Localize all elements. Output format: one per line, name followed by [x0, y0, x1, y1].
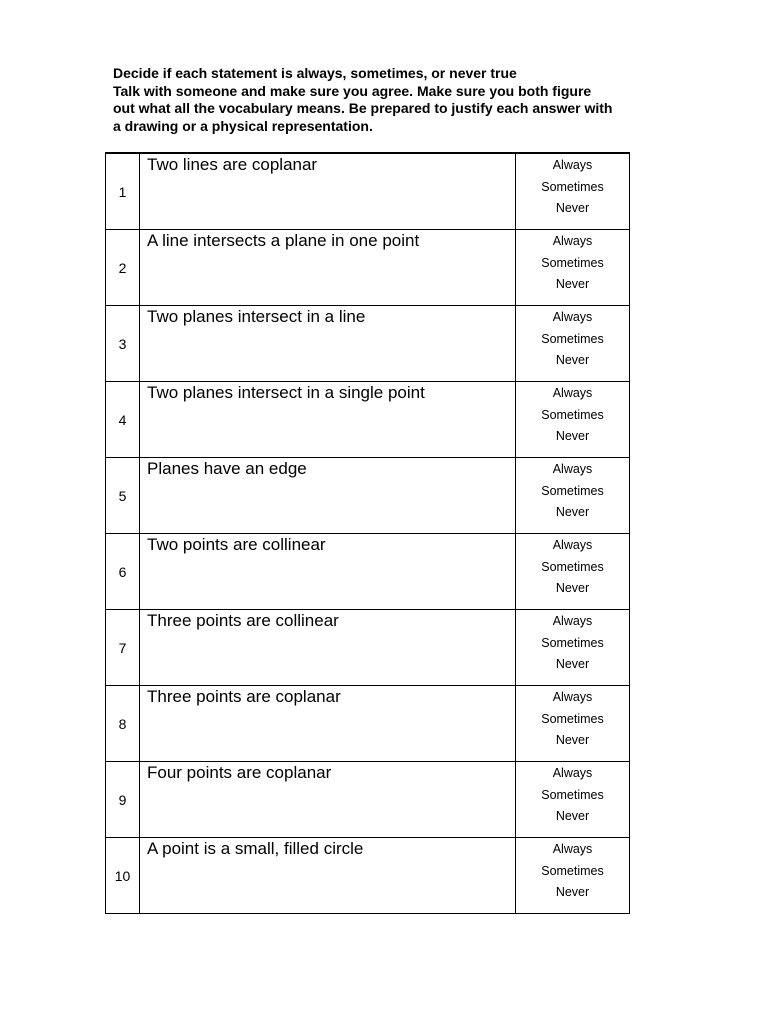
choice-sometimes[interactable]: Sometimes	[541, 863, 604, 878]
table-row	[106, 762, 630, 838]
statement-cell	[140, 306, 516, 382]
statement-cell	[140, 458, 516, 534]
choice-always[interactable]: Always	[552, 766, 593, 780]
choice-cell	[516, 306, 630, 382]
statement-cell	[140, 762, 516, 838]
choice-never[interactable]: Never	[555, 809, 590, 823]
statement-table	[105, 152, 630, 914]
statement-text: A point is a small, filled circle	[147, 839, 364, 858]
choice-never[interactable]: Never	[555, 733, 590, 747]
statement-cell	[140, 686, 516, 762]
choice-never[interactable]: Never	[555, 277, 590, 291]
choice-always[interactable]: Always	[552, 538, 593, 552]
choice-cell	[516, 153, 630, 230]
statement-text: Two points are collinear	[147, 535, 326, 554]
row-number: 3	[106, 306, 140, 382]
table-row	[106, 306, 630, 382]
choice-sometimes[interactable]: Sometimes	[541, 179, 604, 194]
instructions	[113, 65, 713, 135]
row-number: 8	[106, 686, 140, 762]
choice-cell	[516, 534, 630, 610]
choice-cell	[516, 382, 630, 458]
choice-sometimes[interactable]: Sometimes	[541, 255, 604, 270]
row-number: 7	[106, 610, 140, 686]
statement-cell	[140, 610, 516, 686]
choice-cell	[516, 610, 630, 686]
statement-text: Four points are coplanar	[147, 763, 332, 782]
choice-cell	[516, 838, 630, 914]
statement-text: Two planes intersect in a line	[147, 307, 366, 326]
choice-never[interactable]: Never	[555, 581, 590, 595]
row-number: 9	[106, 762, 140, 838]
choice-always[interactable]: Always	[552, 462, 593, 476]
choice-cell	[516, 762, 630, 838]
choice-cell	[516, 686, 630, 762]
statement-cell	[140, 382, 516, 458]
statement-text: Three points are coplanar	[147, 687, 341, 706]
statement-text: Two planes intersect in a single point	[147, 383, 425, 402]
row-number: 4	[106, 382, 140, 458]
choice-cell	[516, 458, 630, 534]
statement-text: Planes have an edge	[147, 459, 307, 478]
statement-text: Two lines are coplanar	[147, 155, 318, 174]
statement-text: Three points are collinear	[147, 611, 339, 630]
choice-sometimes[interactable]: Sometimes	[541, 483, 604, 498]
instruction-line: out what all the vocabulary means. Be prepared to justify each answer with	[113, 100, 613, 116]
choice-never[interactable]: Never	[555, 657, 590, 671]
table-row	[106, 230, 630, 306]
table-row	[106, 686, 630, 762]
row-number: 5	[106, 458, 140, 534]
statement-cell	[140, 230, 516, 306]
table-row	[106, 534, 630, 610]
choice-sometimes[interactable]: Sometimes	[541, 407, 604, 422]
instruction-line: a drawing or a physical representation.	[113, 117, 373, 134]
statement-cell	[140, 153, 516, 230]
row-number: 2	[106, 230, 140, 306]
statement-cell	[140, 838, 516, 914]
choice-cell	[516, 230, 630, 306]
table-row	[106, 458, 630, 534]
table-row	[106, 153, 630, 230]
choice-sometimes[interactable]: Sometimes	[541, 331, 604, 346]
instruction-line: Decide if each statement is always, sometimes, or never true	[113, 65, 517, 81]
choice-never[interactable]: Never	[555, 885, 590, 899]
choice-sometimes[interactable]: Sometimes	[541, 711, 604, 726]
table-row	[106, 610, 630, 686]
choice-never[interactable]: Never	[555, 353, 590, 367]
table-row	[106, 382, 630, 458]
row-number: 6	[106, 534, 140, 610]
statement-text: A line intersects a plane in one point	[147, 231, 420, 250]
choice-never[interactable]: Never	[555, 201, 590, 215]
table-row	[106, 838, 630, 914]
choice-always[interactable]: Always	[552, 158, 593, 172]
choice-always[interactable]: Always	[552, 842, 593, 856]
choice-never[interactable]: Never	[555, 429, 590, 443]
choice-always[interactable]: Always	[552, 386, 593, 400]
instruction-line: Talk with someone and make sure you agree. Make sure you both figure	[113, 82, 592, 99]
choice-always[interactable]: Always	[552, 310, 593, 324]
choice-sometimes[interactable]: Sometimes	[541, 559, 604, 574]
choice-always[interactable]: Always	[552, 614, 593, 628]
statement-cell	[140, 534, 516, 610]
choice-sometimes[interactable]: Sometimes	[541, 635, 604, 650]
choice-sometimes[interactable]: Sometimes	[541, 787, 604, 802]
choice-always[interactable]: Always	[552, 234, 593, 248]
choice-always[interactable]: Always	[552, 690, 593, 704]
row-number: 10	[106, 838, 140, 914]
row-number: 1	[106, 153, 140, 230]
choice-never[interactable]: Never	[555, 505, 590, 519]
